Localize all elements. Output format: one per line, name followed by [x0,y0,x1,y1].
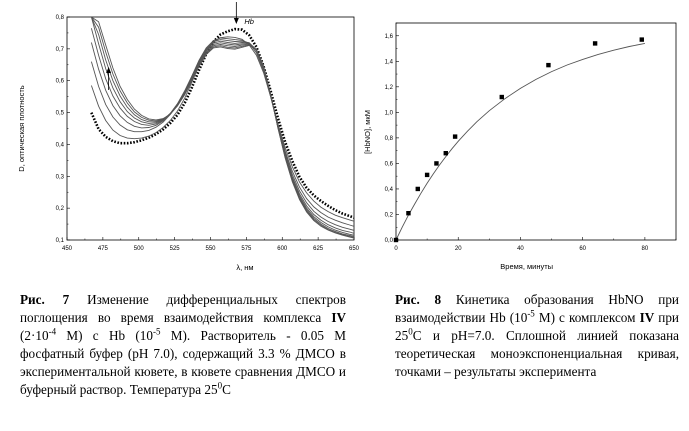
data-point [425,173,429,177]
y-tick-label: 0,7 [55,46,64,53]
y-tick-label: 0,8 [384,135,393,142]
figure-8-caption [395,291,679,381]
data-point [500,95,504,99]
y-tick-label: 0,2 [384,212,393,219]
y-tick-label: 0,1 [55,238,64,244]
y-tick-label: 0,4 [384,186,393,193]
data-point [444,151,448,155]
y-tick-label: 0,6 [55,78,64,85]
plot-frame [396,23,676,240]
caption-fragment: -5 [527,308,535,319]
x-tick-label: 475 [97,246,108,252]
y-tick-label: 0,6 [384,161,393,168]
spectra-chart [0,0,360,285]
y-tick-label: 1,6 [384,33,393,40]
y-tick-label: 0,5 [55,110,64,117]
x-tick-label: 625 [313,246,324,252]
x-tick-label: 20 [454,246,462,252]
x-tick-label: 525 [169,246,180,252]
figure-7-caption [20,291,346,399]
data-point [640,37,644,41]
x-axis-label: Время, минуты [500,262,554,271]
caption-fragment: С и рН=7.0. Сплошной линией показана теоретическая моноэкспоненциальная кривая, точками – результаты эксперимента [395,328,679,379]
spectrum-line-7 [91,17,354,238]
data-point [434,161,438,165]
caption-fragment: при 25 [395,310,679,343]
data-point [453,134,457,138]
spectrum-line-5 [91,17,354,235]
fit-curve [396,43,645,240]
caption-fragment: -4 [48,326,57,337]
data-point [546,63,550,67]
y-tick-label: 0,3 [55,174,64,181]
data-point [593,41,597,45]
x-tick-label: 0 [394,246,398,252]
caption-fragment: С [222,382,231,397]
caption-fragment: 0 [408,326,413,337]
spectrum-line-2 [91,38,354,226]
caption-fragment: IV [639,310,655,325]
x-tick-label: 500 [133,246,144,252]
x-tick-label: 80 [641,246,649,252]
x-axis-label: λ, нм [236,263,254,272]
y-axis-label: D, оптическая плотность [17,85,26,172]
y-axis-label: [HbNO], мкМ [363,110,372,154]
x-tick-label: 575 [241,246,252,252]
series-group [91,17,354,238]
caption-fragment: М) с Hb (10 [56,328,153,343]
caption-fragment: (2·10 [20,328,49,343]
x-tick-label: 600 [277,246,288,252]
caption-fragment: Изменение дифференциальных спектров поглощения во время взаимодействия комплекса [20,292,346,325]
figure-7-label: Рис. 7 [20,292,70,307]
spectrum-line-6 [91,17,354,237]
data-point [416,187,420,191]
figure-7-caption-text [20,292,346,397]
spectrum-dotted-line [91,29,354,218]
spectrum-line-1 [91,37,354,221]
spectrum-line-8 [91,17,354,238]
kinetics-chart [358,0,689,285]
data-point [406,211,410,215]
caption-fragment: М). Растворитель - 0.05 М фосфатный буфер (рН 7.0), содержащий 3.3 % ДМСО в экспериментальной кювете, в кювете сравнения ДМСО и буферный раствор. Температура 25 [20,328,346,397]
caption-fragment: М) с комплексом [534,310,640,325]
caption-fragment: 0 [217,380,223,391]
y-tick-label: 1,2 [384,84,393,91]
y-tick-label: 0,2 [55,206,64,213]
y-tick-label: 1,0 [384,110,393,117]
caption-fragment: IV [331,310,346,325]
x-tick-label: 550 [205,246,216,252]
y-tick-label: 0,4 [55,142,64,149]
hb-annotation: Hb [244,17,254,26]
caption-fragment: Кинетика образования HbNO при взаимодействии Hb (10 [395,292,679,325]
y-tick-label: 0,8 [55,15,64,21]
x-tick-label: 60 [579,246,587,252]
x-tick-label: 650 [348,246,360,252]
x-tick-label: 40 [517,246,524,252]
caption-fragment: -5 [152,326,161,337]
data-point [394,238,398,242]
y-tick-label: 0,0 [384,238,393,244]
hb-arrow-head [234,18,239,24]
x-tick-label: 450 [61,246,73,252]
increase-arrow-head [106,67,111,73]
figure-8-label: Рис. 8 [395,292,442,307]
y-tick-label: 1,4 [384,59,393,66]
